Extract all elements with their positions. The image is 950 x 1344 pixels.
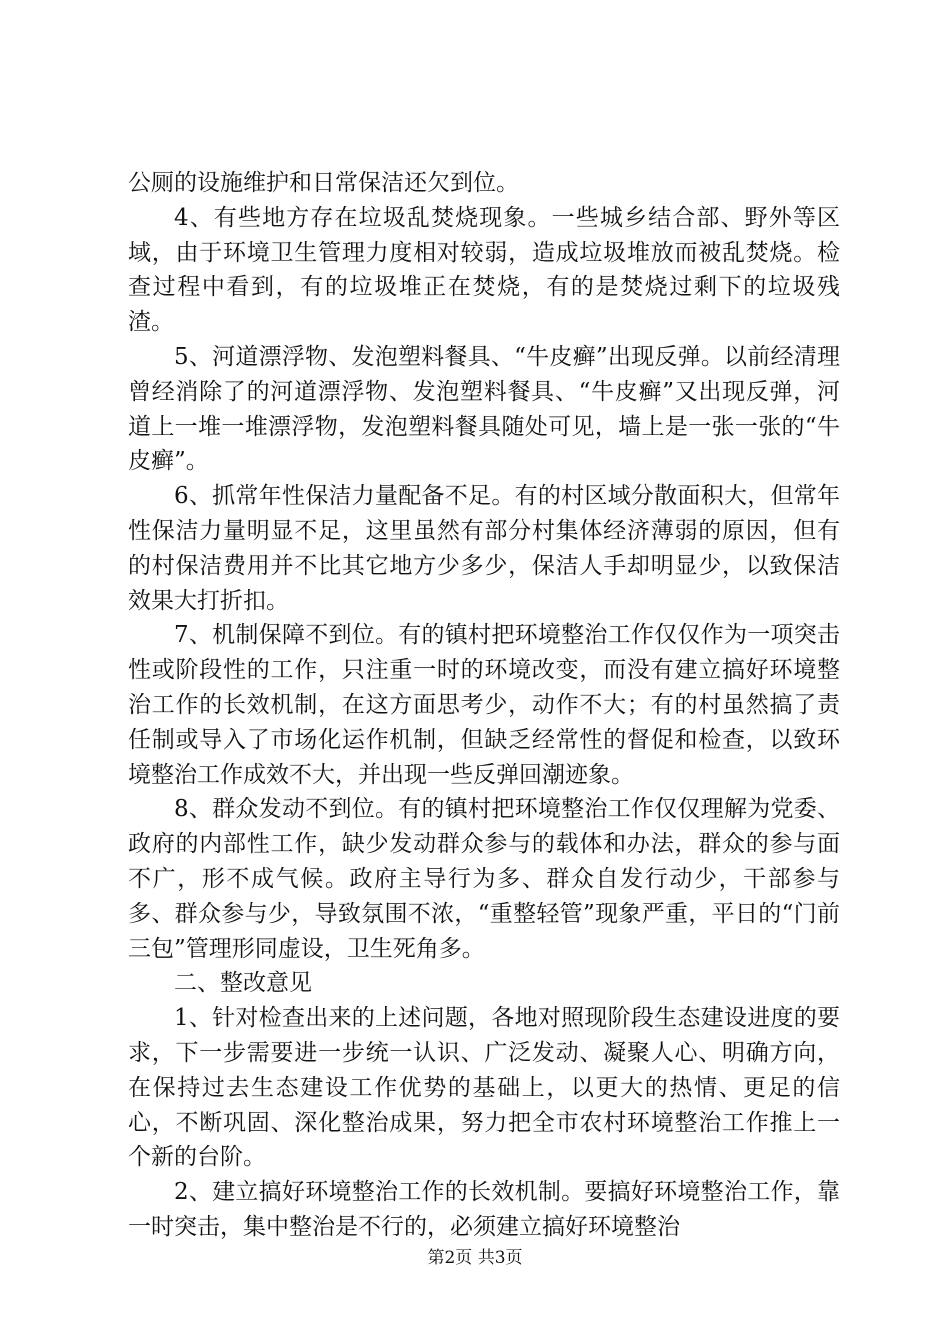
paragraph-item-8: 8、群众发动不到位。有的镇村把环境整治工作仅仅理解为党委、政府的内部性工作，缺少发动群众参与的载体和办法，群众的参与面不广，形不成气候。政府主导行为多、群众自发行动少，干部参与多、群众参与少，导致氛围不浓，“重整轻管”现象严重，平日的“门前三包”管理形同虚设，卫生死角多。	[128, 796, 840, 962]
paragraph-suggestion-2: 2、建立搞好环境整治工作的长效机制。要搞好环境整治工作，靠一时突击，集中整治是不行的，必须建立搞好环境整治	[128, 1179, 840, 1240]
paragraph-item-4: 4、有些地方存在垃圾乱焚烧现象。一些城乡结合部、野外等区域，由于环境卫生管理力度相对较弱，造成垃圾堆放而被乱焚烧。检查过程中看到，有的垃圾堆正在焚烧，有的是焚烧过剩下的垃圾残渣。	[128, 204, 840, 336]
paragraph-item-5: 5、河道漂浮物、发泡塑料餐具、“牛皮癣”出现反弹。以前经清理曾经消除了的河道漂浮物、发泡塑料餐具、“牛皮癣”又出现反弹，河道上一堆一堆漂浮物，发泡塑料餐具随处可见，墙上是一张一张的“牛皮癣”。	[128, 343, 840, 475]
document-body	[128, 166, 840, 1245]
paragraph-item-7: 7、机制保障不到位。有的镇村把环境整治工作仅仅作为一项突击性或阶段性的工作，只注重一时的环境改变，而没有建立搞好环境整治工作的长效机制，在这方面思考少，动作不大；有的村虽然搞了责任制或导入了市场化运作机制，但缺乏经常性的督促和检查，以致环境整治工作成效不大，并出现一些反弹回潮迹象。	[128, 622, 840, 788]
paragraph-continued: 公厕的设施维护和日常保洁还欠到位。	[128, 170, 519, 196]
section-heading: 二、整改意见	[174, 970, 312, 997]
paragraph-item-6: 6、抓常年性保洁力量配备不足。有的村区域分散面积大，但常年性保洁力量明显不足，这里虽然有部分村集体经济薄弱的原因，但有的村保洁费用并不比其它地方少多少，保洁人手却明显少，以致保洁效果大打折扣。	[128, 483, 840, 614]
page-footer: 第2页 共3页	[427, 1248, 523, 1268]
paragraph-suggestion-1: 1、针对检查出来的上述问题，各地对照现阶段生态建设进度的要求，下一步需要进一步统一认识、广泛发动、凝聚人心、明确方向，在保持过去生态建设工作优势的基础上，以更大的热情、更足的信心，不断巩固、深化整治成果，努力把全市农村环境整治工作推上一个新的台阶。	[128, 1005, 840, 1171]
